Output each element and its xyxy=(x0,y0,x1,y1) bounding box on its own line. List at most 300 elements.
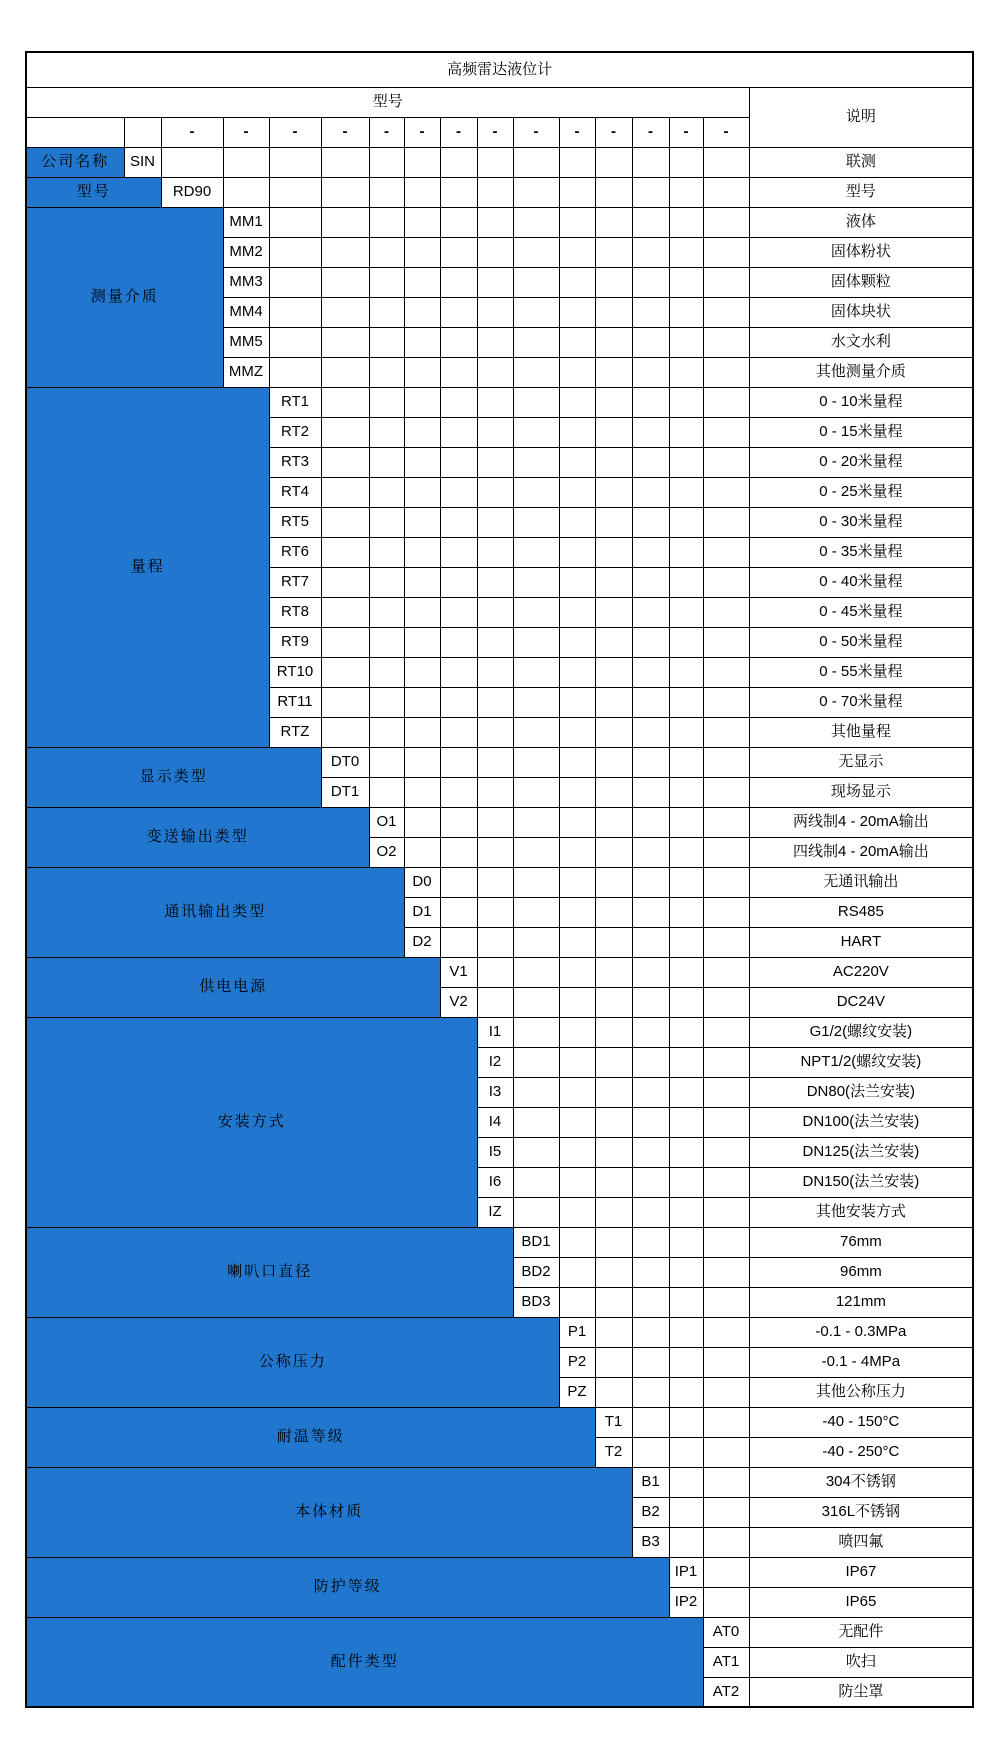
separator-cell: - xyxy=(440,117,477,147)
separator-cell: - xyxy=(595,117,632,147)
empty-cell xyxy=(404,537,440,567)
empty-cell xyxy=(632,897,669,927)
empty-cell xyxy=(559,267,595,297)
empty-cell xyxy=(440,267,477,297)
empty-cell xyxy=(513,537,559,567)
empty-cell xyxy=(632,1137,669,1167)
empty-cell xyxy=(669,417,703,447)
empty-cell xyxy=(404,837,440,867)
empty-cell xyxy=(321,327,369,357)
description-cell: -40 - 250°C xyxy=(749,1437,973,1467)
description-cell: DN150(法兰安装) xyxy=(749,1167,973,1197)
option-row xyxy=(26,1557,973,1587)
description-cell: 固体块状 xyxy=(749,297,973,327)
description-cell: 固体颗粒 xyxy=(749,267,973,297)
empty-cell xyxy=(559,177,595,207)
empty-cell xyxy=(595,657,632,687)
empty-cell xyxy=(632,237,669,267)
empty-cell xyxy=(703,1527,749,1557)
option-row xyxy=(26,1617,973,1647)
description-cell: 0 - 10米量程 xyxy=(749,387,973,417)
empty-cell xyxy=(440,477,477,507)
empty-cell xyxy=(595,1017,632,1047)
empty-cell xyxy=(632,1287,669,1317)
empty-cell xyxy=(559,507,595,537)
description-cell: DN80(法兰安装) xyxy=(749,1077,973,1107)
empty-cell xyxy=(559,927,595,957)
empty-cell xyxy=(595,1347,632,1377)
empty-cell xyxy=(595,177,632,207)
empty-cell xyxy=(703,357,749,387)
separator-cell: - xyxy=(223,117,269,147)
empty-cell xyxy=(595,207,632,237)
empty-cell xyxy=(404,177,440,207)
empty-cell xyxy=(440,867,477,897)
empty-cell xyxy=(321,507,369,537)
empty-cell xyxy=(369,567,404,597)
empty-cell xyxy=(703,1587,749,1617)
empty-cell xyxy=(632,1407,669,1437)
empty-cell xyxy=(369,297,404,327)
separator-cell: - xyxy=(703,117,749,147)
code-cell: I4 xyxy=(477,1107,513,1137)
code-cell: RT10 xyxy=(269,657,321,687)
empty-cell xyxy=(404,267,440,297)
code-cell: O1 xyxy=(369,807,404,837)
code-cell: RT6 xyxy=(269,537,321,567)
option-row xyxy=(26,1407,973,1437)
empty-cell xyxy=(477,537,513,567)
empty-cell xyxy=(703,507,749,537)
empty-cell xyxy=(595,1047,632,1077)
empty-cell xyxy=(269,207,321,237)
empty-cell xyxy=(559,627,595,657)
empty-cell xyxy=(632,1167,669,1197)
empty-cell xyxy=(477,297,513,327)
empty-cell xyxy=(669,897,703,927)
empty-cell xyxy=(669,1047,703,1077)
empty-cell xyxy=(669,1497,703,1527)
empty-cell xyxy=(404,747,440,777)
empty-cell xyxy=(369,597,404,627)
empty-cell xyxy=(404,627,440,657)
empty-cell xyxy=(632,687,669,717)
code-cell: D2 xyxy=(404,927,440,957)
empty-cell xyxy=(369,777,404,807)
empty-cell xyxy=(632,267,669,297)
empty-cell xyxy=(669,657,703,687)
empty-cell xyxy=(632,507,669,537)
empty-cell xyxy=(595,537,632,567)
empty-cell xyxy=(477,627,513,657)
code-cell: DT1 xyxy=(321,777,369,807)
description-cell: 0 - 25米量程 xyxy=(749,477,973,507)
empty-cell xyxy=(321,687,369,717)
empty-cell xyxy=(632,927,669,957)
empty-cell xyxy=(513,207,559,237)
empty-cell xyxy=(669,867,703,897)
empty-cell xyxy=(161,147,223,177)
empty-cell xyxy=(321,357,369,387)
empty-cell xyxy=(440,327,477,357)
empty-cell xyxy=(513,1077,559,1107)
empty-cell xyxy=(559,1227,595,1257)
empty-cell xyxy=(703,807,749,837)
empty-cell xyxy=(632,837,669,867)
option-row xyxy=(26,177,973,207)
category-cell: 量程 xyxy=(26,387,269,747)
empty-cell xyxy=(669,207,703,237)
empty-cell xyxy=(559,207,595,237)
empty-cell xyxy=(669,1377,703,1407)
empty-cell xyxy=(703,147,749,177)
empty-cell xyxy=(559,537,595,567)
empty-cell xyxy=(669,597,703,627)
empty-cell xyxy=(595,567,632,597)
description-cell: DC24V xyxy=(749,987,973,1017)
option-row xyxy=(26,867,973,897)
empty-cell xyxy=(559,1107,595,1137)
empty-cell xyxy=(369,447,404,477)
category-cell: 公司名称 xyxy=(26,147,124,177)
code-cell: T2 xyxy=(595,1437,632,1467)
empty-cell xyxy=(369,747,404,777)
empty-cell xyxy=(559,417,595,447)
empty-cell xyxy=(632,957,669,987)
empty-cell xyxy=(595,327,632,357)
empty-cell xyxy=(559,1017,595,1047)
separator-cell: - xyxy=(669,117,703,147)
empty-cell xyxy=(559,777,595,807)
empty-cell xyxy=(595,1287,632,1317)
code-cell: MM1 xyxy=(223,207,269,237)
empty-cell xyxy=(321,387,369,417)
category-cell: 配件类型 xyxy=(26,1617,703,1707)
empty-cell xyxy=(595,237,632,267)
category-cell: 型号 xyxy=(26,177,161,207)
category-cell: 安装方式 xyxy=(26,1017,477,1227)
empty-cell xyxy=(513,1047,559,1077)
option-row xyxy=(26,1017,973,1047)
empty-cell xyxy=(477,507,513,537)
empty-cell xyxy=(404,237,440,267)
empty-cell xyxy=(477,477,513,507)
empty-cell xyxy=(632,1017,669,1047)
code-cell: B3 xyxy=(632,1527,669,1557)
empty-cell xyxy=(703,1047,749,1077)
empty-cell xyxy=(703,1257,749,1287)
empty-cell xyxy=(703,1497,749,1527)
separator-cell: - xyxy=(321,117,369,147)
empty-cell xyxy=(404,357,440,387)
empty-cell xyxy=(595,1107,632,1137)
empty-cell xyxy=(632,477,669,507)
empty-cell xyxy=(703,717,749,747)
title-row xyxy=(26,52,973,87)
empty-cell xyxy=(632,627,669,657)
empty-cell xyxy=(513,957,559,987)
empty-cell xyxy=(669,1287,703,1317)
empty-cell xyxy=(513,297,559,327)
empty-cell xyxy=(440,387,477,417)
separator-cell: - xyxy=(269,117,321,147)
empty-cell xyxy=(632,1317,669,1347)
empty-cell xyxy=(595,687,632,717)
empty-cell xyxy=(703,267,749,297)
empty-cell xyxy=(513,357,559,387)
empty-cell xyxy=(440,717,477,747)
empty-cell xyxy=(321,717,369,747)
empty-cell xyxy=(440,297,477,327)
empty-cell xyxy=(703,297,749,327)
code-cell: RT11 xyxy=(269,687,321,717)
empty-cell xyxy=(669,987,703,1017)
empty-cell xyxy=(703,1227,749,1257)
empty-cell xyxy=(669,477,703,507)
empty-cell xyxy=(669,927,703,957)
empty-cell xyxy=(703,837,749,867)
empty-cell xyxy=(269,327,321,357)
empty-cell xyxy=(513,447,559,477)
category-cell: 耐温等级 xyxy=(26,1407,595,1467)
code-cell: RD90 xyxy=(161,177,223,207)
empty-cell xyxy=(669,177,703,207)
empty-cell xyxy=(477,177,513,207)
empty-cell xyxy=(703,447,749,477)
empty-cell xyxy=(477,927,513,957)
empty-cell xyxy=(632,807,669,837)
empty-cell xyxy=(559,687,595,717)
empty-cell xyxy=(321,147,369,177)
empty-cell xyxy=(513,1137,559,1167)
empty-cell xyxy=(669,1407,703,1437)
empty-cell xyxy=(632,1197,669,1227)
header-row xyxy=(26,87,973,117)
empty-cell xyxy=(559,807,595,837)
empty-cell xyxy=(703,777,749,807)
empty-cell xyxy=(669,567,703,597)
empty-cell xyxy=(669,717,703,747)
code-cell: SIN xyxy=(124,147,161,177)
code-cell: MM4 xyxy=(223,297,269,327)
empty-cell xyxy=(321,597,369,627)
empty-cell xyxy=(404,807,440,837)
empty-cell xyxy=(369,207,404,237)
code-cell: I5 xyxy=(477,1137,513,1167)
empty-cell xyxy=(595,1377,632,1407)
empty-cell xyxy=(632,747,669,777)
code-cell: P2 xyxy=(559,1347,595,1377)
code-cell: BD1 xyxy=(513,1227,559,1257)
empty-cell xyxy=(669,1467,703,1497)
empty-cell xyxy=(632,717,669,747)
empty-cell xyxy=(369,507,404,537)
empty-cell xyxy=(477,717,513,747)
empty-cell xyxy=(477,807,513,837)
description-cell: 76mm xyxy=(749,1227,973,1257)
empty-cell xyxy=(440,357,477,387)
empty-cell xyxy=(559,447,595,477)
description-cell: IP65 xyxy=(749,1587,973,1617)
empty-cell xyxy=(404,717,440,747)
description-cell: 液体 xyxy=(749,207,973,237)
code-cell: IZ xyxy=(477,1197,513,1227)
empty-cell xyxy=(559,297,595,327)
empty-cell xyxy=(369,327,404,357)
empty-cell xyxy=(632,387,669,417)
description-cell: 无配件 xyxy=(749,1617,973,1647)
code-cell: T1 xyxy=(595,1407,632,1437)
empty-cell xyxy=(513,687,559,717)
empty-cell xyxy=(513,657,559,687)
separator-cell: - xyxy=(161,117,223,147)
empty-cell xyxy=(513,387,559,417)
description-cell: 其他测量介质 xyxy=(749,357,973,387)
empty-cell xyxy=(632,597,669,627)
empty-cell xyxy=(513,1197,559,1227)
description-cell: 喷四氟 xyxy=(749,1527,973,1557)
empty-cell xyxy=(703,597,749,627)
empty-cell xyxy=(595,1197,632,1227)
empty-cell xyxy=(440,507,477,537)
empty-cell xyxy=(477,327,513,357)
category-cell: 供电电源 xyxy=(26,957,440,1017)
empty-cell xyxy=(632,1077,669,1107)
empty-cell xyxy=(595,147,632,177)
empty-cell xyxy=(321,297,369,327)
empty-cell xyxy=(404,147,440,177)
empty-cell xyxy=(703,657,749,687)
code-cell: P1 xyxy=(559,1317,595,1347)
empty-cell xyxy=(595,1317,632,1347)
empty-cell xyxy=(223,147,269,177)
empty-cell xyxy=(595,957,632,987)
empty-cell xyxy=(559,897,595,927)
separator-cell: - xyxy=(369,117,404,147)
code-cell: RT9 xyxy=(269,627,321,657)
description-cell: G1/2(螺纹安装) xyxy=(749,1017,973,1047)
separator-cell: - xyxy=(632,117,669,147)
category-cell: 公称压力 xyxy=(26,1317,559,1407)
empty-cell xyxy=(321,237,369,267)
empty-cell xyxy=(369,537,404,567)
code-cell: IP1 xyxy=(669,1557,703,1587)
empty-cell xyxy=(632,417,669,447)
description-cell: 96mm xyxy=(749,1257,973,1287)
empty-cell xyxy=(595,777,632,807)
empty-cell xyxy=(321,267,369,297)
code-cell: AT1 xyxy=(703,1647,749,1677)
empty-cell xyxy=(513,867,559,897)
description-cell: 316L不锈钢 xyxy=(749,1497,973,1527)
description-cell: 无通讯输出 xyxy=(749,867,973,897)
code-cell: V2 xyxy=(440,987,477,1017)
empty-cell xyxy=(269,297,321,327)
category-cell: 显示类型 xyxy=(26,747,321,807)
empty-cell xyxy=(595,717,632,747)
empty-cell xyxy=(703,1407,749,1437)
description-cell: 0 - 35米量程 xyxy=(749,537,973,567)
empty-cell xyxy=(559,747,595,777)
empty-cell xyxy=(440,237,477,267)
empty-cell xyxy=(703,747,749,777)
empty-cell xyxy=(440,747,477,777)
empty-cell xyxy=(440,207,477,237)
empty-cell xyxy=(26,117,124,147)
description-cell: 0 - 50米量程 xyxy=(749,627,973,657)
empty-cell xyxy=(703,927,749,957)
code-cell: B1 xyxy=(632,1467,669,1497)
empty-cell xyxy=(669,357,703,387)
description-cell: 0 - 30米量程 xyxy=(749,507,973,537)
empty-cell xyxy=(477,267,513,297)
empty-cell xyxy=(595,807,632,837)
empty-cell xyxy=(703,867,749,897)
empty-cell xyxy=(632,867,669,897)
empty-cell xyxy=(404,297,440,327)
empty-cell xyxy=(703,1077,749,1107)
empty-cell xyxy=(703,1437,749,1467)
empty-cell xyxy=(559,657,595,687)
description-cell: NPT1/2(螺纹安装) xyxy=(749,1047,973,1077)
empty-cell xyxy=(477,417,513,447)
empty-cell xyxy=(513,747,559,777)
code-cell: BD2 xyxy=(513,1257,559,1287)
empty-cell xyxy=(559,717,595,747)
empty-cell xyxy=(321,627,369,657)
category-cell: 喇叭口直径 xyxy=(26,1227,513,1317)
empty-cell xyxy=(632,327,669,357)
empty-cell xyxy=(595,897,632,927)
empty-cell xyxy=(703,1557,749,1587)
empty-cell xyxy=(559,477,595,507)
code-cell: MM2 xyxy=(223,237,269,267)
empty-cell xyxy=(669,1107,703,1137)
empty-cell xyxy=(477,987,513,1017)
empty-cell xyxy=(632,447,669,477)
empty-cell xyxy=(513,927,559,957)
empty-cell xyxy=(513,177,559,207)
empty-cell xyxy=(703,897,749,927)
empty-cell xyxy=(632,657,669,687)
empty-cell xyxy=(440,627,477,657)
description-cell: AC220V xyxy=(749,957,973,987)
code-cell: AT0 xyxy=(703,1617,749,1647)
option-row xyxy=(26,387,973,417)
empty-cell xyxy=(477,687,513,717)
empty-cell xyxy=(404,327,440,357)
code-cell: MMZ xyxy=(223,357,269,387)
empty-cell xyxy=(477,207,513,237)
empty-cell xyxy=(269,147,321,177)
option-row xyxy=(26,147,973,177)
empty-cell xyxy=(632,357,669,387)
empty-cell xyxy=(440,537,477,567)
empty-cell xyxy=(369,177,404,207)
empty-cell xyxy=(595,747,632,777)
empty-cell xyxy=(632,147,669,177)
empty-cell xyxy=(404,417,440,447)
empty-cell xyxy=(440,837,477,867)
empty-cell xyxy=(369,237,404,267)
empty-cell xyxy=(703,627,749,657)
category-cell: 防护等级 xyxy=(26,1557,669,1617)
empty-cell xyxy=(513,807,559,837)
empty-cell xyxy=(595,597,632,627)
empty-cell xyxy=(513,1107,559,1137)
empty-cell xyxy=(669,507,703,537)
empty-cell xyxy=(669,327,703,357)
